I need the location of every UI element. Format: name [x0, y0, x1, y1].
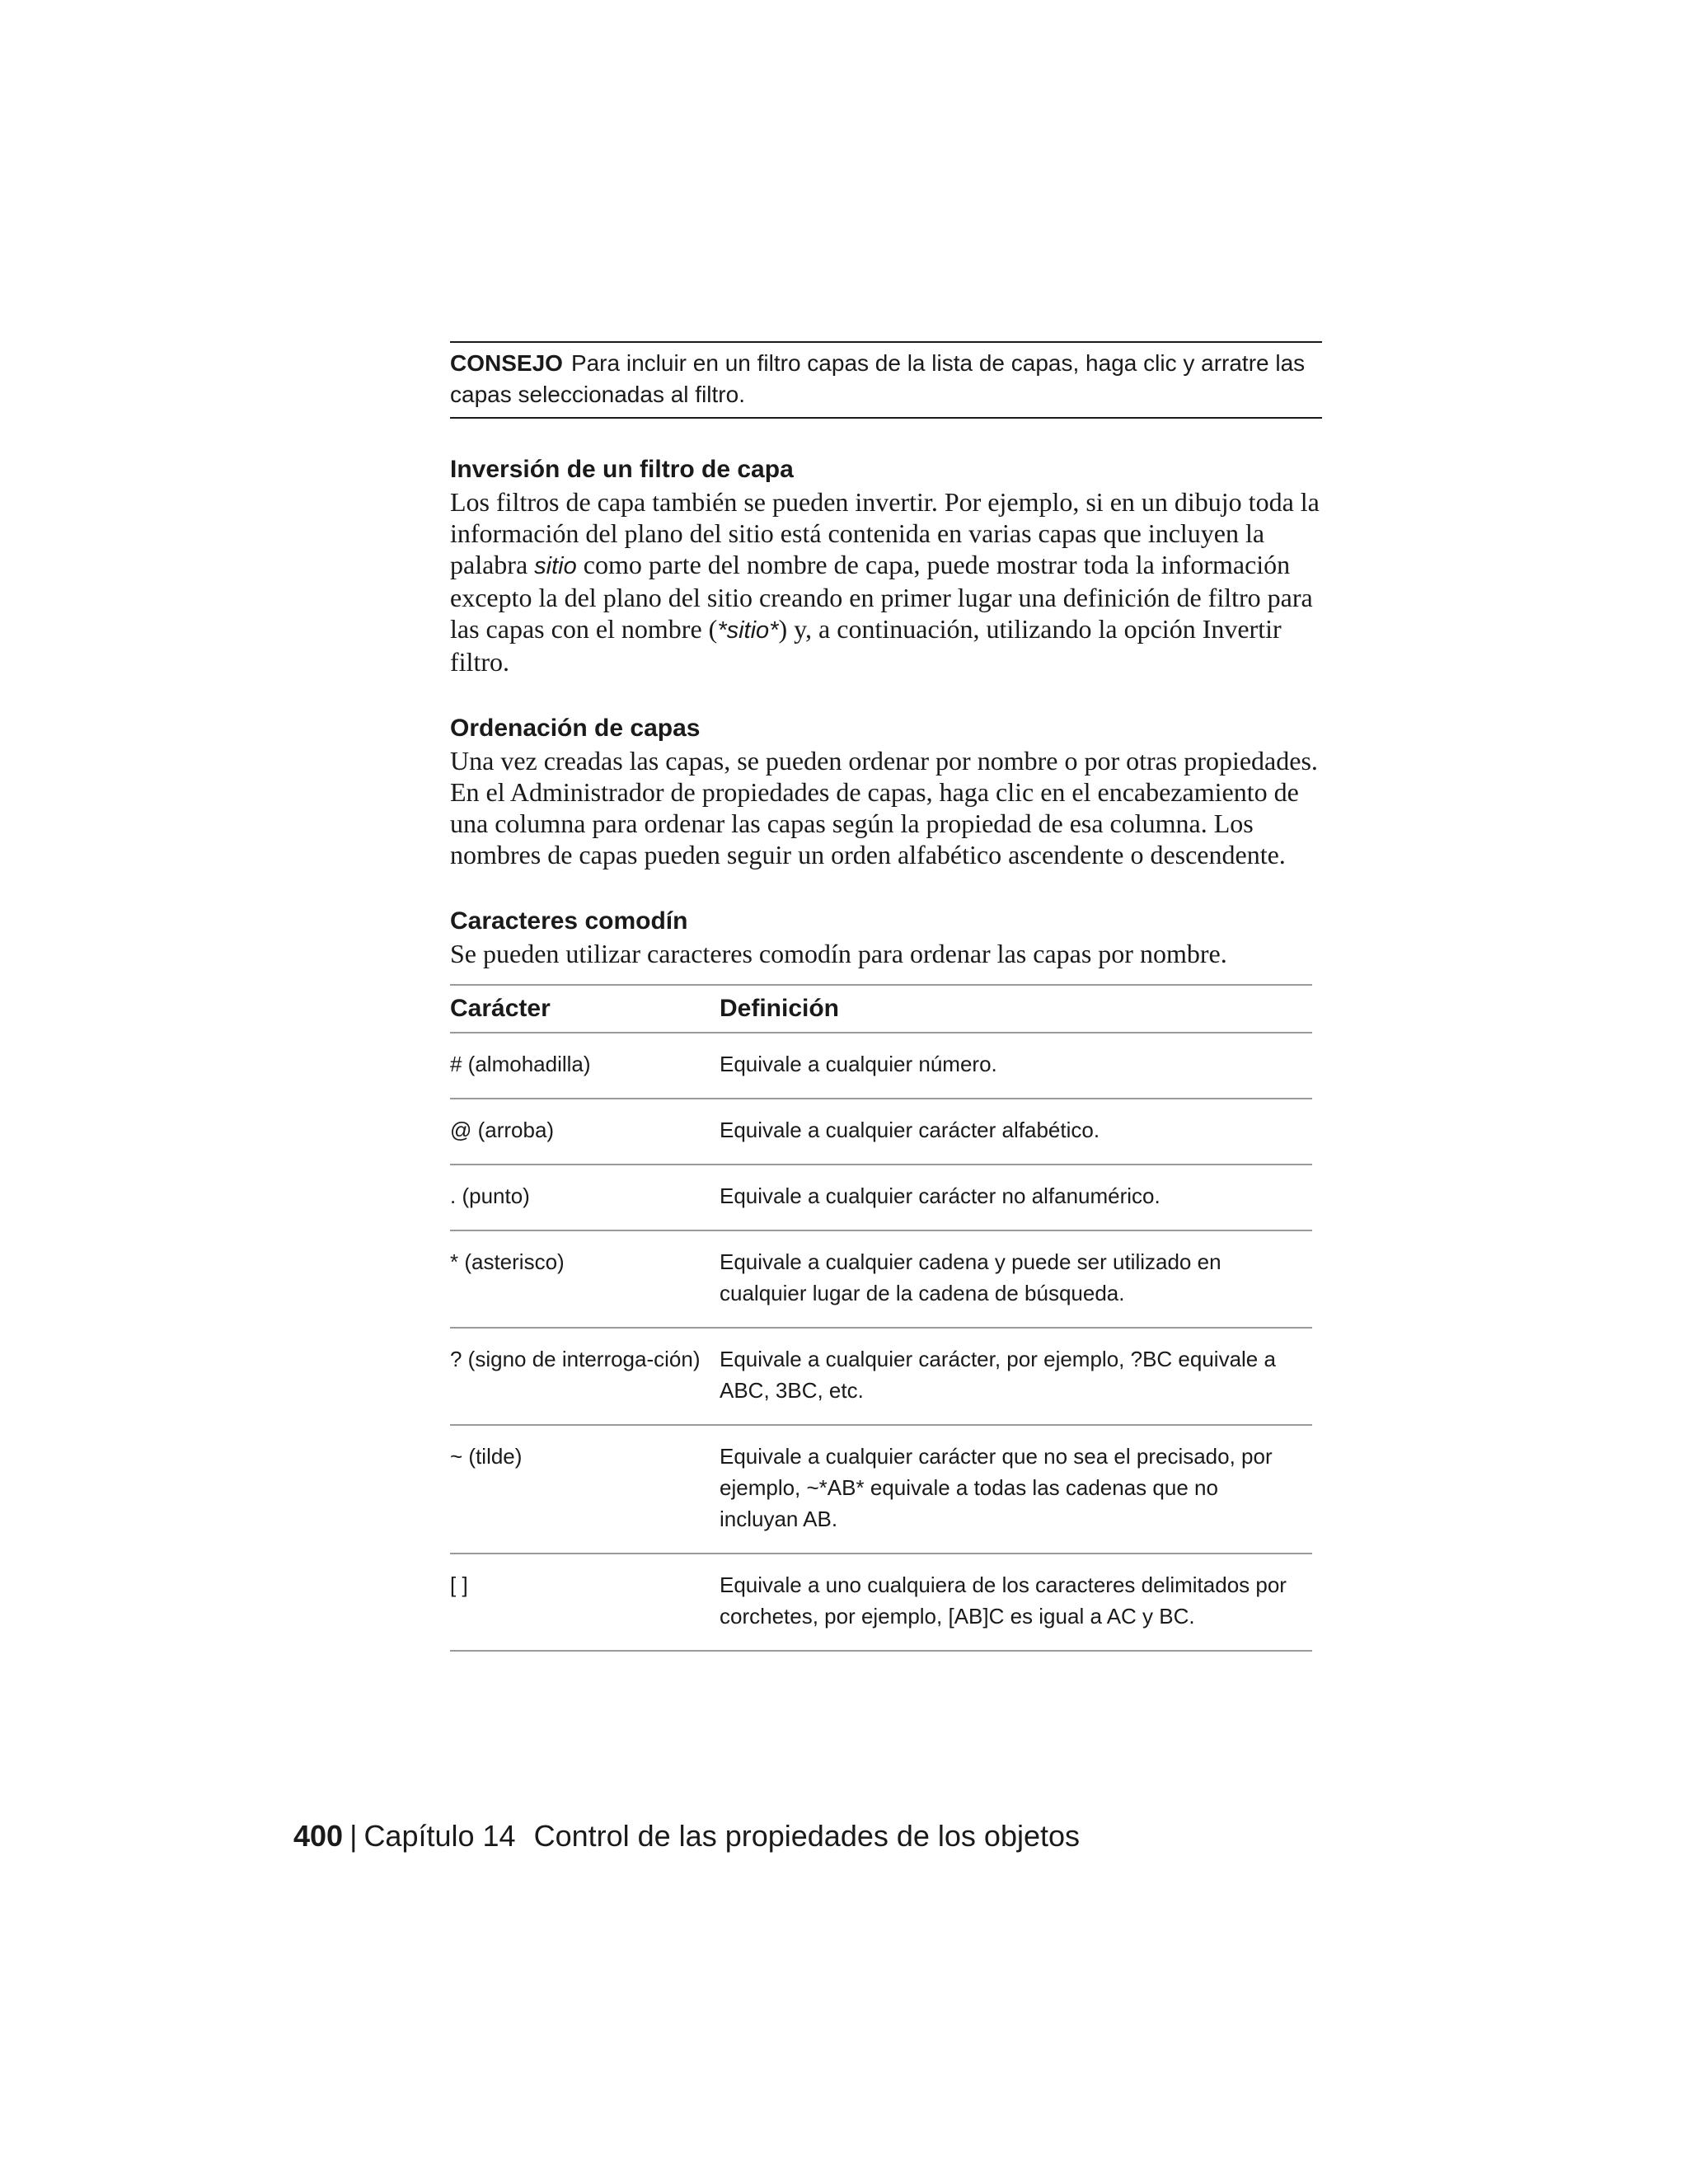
section-paragraph-invert-filter [450, 486, 1322, 677]
tip-text: Para incluir en un filtro capas de la lista de capas, haga clic y arratre las capas seleccionadas al filtro. [450, 350, 1306, 407]
cell-definition: Equivale a cualquier carácter que no sea el precisado, por ejemplo, ~*AB* equivale a todas las cadenas que no incluyan AB. [720, 1425, 1312, 1554]
section-paragraph-layer-order: Una vez creadas las capas, se pueden ordenar por nombre o por otras propiedades. En el Administrador de propiedades de capas, haga clic en el encabezamiento de una columna para ordenar las capas según la propiedad de esa columna. Los nombres de capas pueden seguir un orden alfabético ascendente o descendente. [450, 746, 1318, 869]
table-header-row [450, 985, 1312, 1033]
chapter-title: Control de las propiedades de los objetos [533, 1819, 1081, 1853]
column-header-character: Carácter [450, 985, 720, 1033]
page-content [450, 341, 1322, 1652]
cell-definition: Equivale a cualquier número. [720, 1033, 1312, 1099]
cell-character: ~ (tilde) [450, 1425, 720, 1554]
table-row [450, 1165, 1312, 1230]
section-heading-layer-order: Ordenación de capas [450, 715, 701, 742]
cell-character: # (almohadilla) [450, 1033, 720, 1099]
wildcard-table [450, 984, 1312, 1652]
cell-definition: Equivale a cualquier carácter alfabético. [720, 1099, 1312, 1165]
paragraph-text: como parte del nombre de capa, puede mostrar toda la información excepto la del plano del sitio creando en primer lugar una definición de filtro para las capas con el nombre ( [450, 550, 1313, 644]
column-header-definition: Definición [720, 985, 1312, 1033]
cell-character: ? (signo de interroga-ción) [450, 1328, 720, 1425]
cell-definition: Equivale a cualquier carácter, por ejemplo, ?BC equivale a ABC, 3BC, etc. [720, 1328, 1312, 1425]
cell-definition: Equivale a cualquier cadena y puede ser utilizado en cualquier lugar de la cadena de búsqueda. [720, 1230, 1312, 1328]
italic-term: *sitio* [717, 617, 779, 644]
table-row [450, 1425, 1312, 1554]
cell-definition: Equivale a cualquier carácter no alfanumérico. [720, 1165, 1312, 1230]
table-row [450, 1328, 1312, 1425]
table-row [450, 1554, 1312, 1651]
cell-character: [ ] [450, 1554, 720, 1651]
section-heading-wildcards: Caracteres comodín [450, 907, 688, 935]
paragraph-text: ) y, a continuación, utilizando la opción Invertir filtro. [450, 614, 1282, 677]
footer-separator: | [349, 1819, 358, 1853]
page-footer [293, 1818, 1080, 1854]
table-row [450, 1033, 1312, 1099]
cell-character: * (asterisco) [450, 1230, 720, 1328]
tip-label: CONSEJO [450, 350, 563, 376]
section-heading-invert-filter: Inversión de un filtro de capa [450, 456, 794, 483]
page-number: 400 [293, 1819, 344, 1853]
section-paragraph-wildcards: Se pueden utilizar caracteres comodín para ordenar las capas por nombre. [450, 939, 1227, 968]
tip-box [450, 341, 1322, 419]
table-row [450, 1230, 1312, 1328]
italic-term: sitio [534, 553, 577, 579]
cell-character: . (punto) [450, 1165, 720, 1230]
table-row [450, 1099, 1312, 1165]
paragraph-text: Los filtros de capa también se pueden invertir. Por ejemplo, si en un dibujo toda la información del plano del sitio está contenida en varias capas que incluyen la palabra [450, 487, 1320, 579]
cell-character: @ (arroba) [450, 1099, 720, 1165]
chapter-label: Capítulo 14 [363, 1819, 516, 1853]
cell-definition: Equivale a uno cualquiera de los caracteres delimitados por corchetes, por ejemplo, [AB]C es igual a AC y BC. [720, 1554, 1312, 1651]
